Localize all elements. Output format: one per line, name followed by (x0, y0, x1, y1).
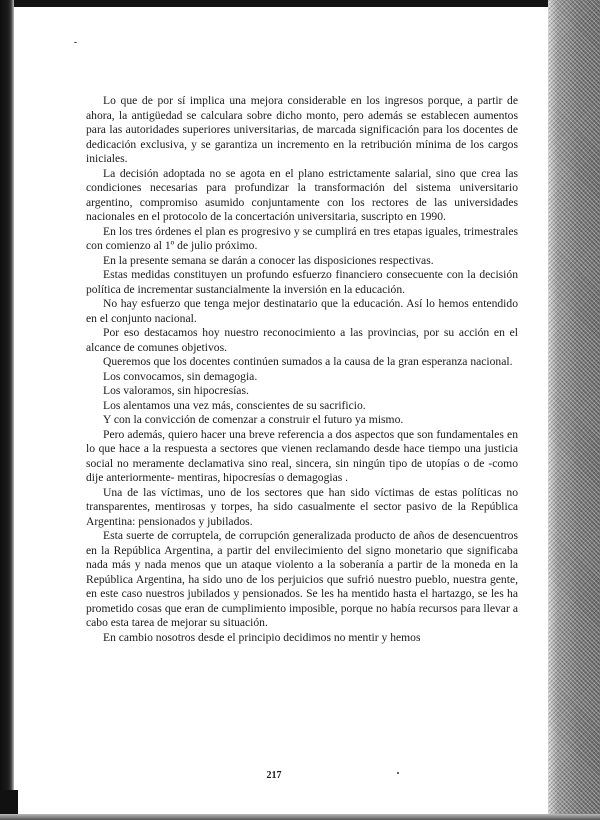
paragraph: Los alentamos una vez más, conscientes de su sacrificio. (103, 398, 366, 412)
page-number: 217 (266, 770, 282, 781)
scan-border-right (548, 0, 600, 820)
page-body (86, 94, 518, 645)
paragraph: Queremos que los docentes continúen sumados a la causa de la gran esperanza nacional. (103, 355, 513, 368)
paragraph: En los tres órdenes el plan es progresivo y se cumplirá en tres etapas iguales, trimestrales con comienzo al 1º de julio próximo. (86, 224, 518, 252)
scan-border-bottom (0, 814, 600, 820)
paragraph: Y con la convicción de comenzar a construir el futuro ya mismo. (103, 413, 404, 426)
scan-border-top (0, 0, 600, 7)
scan-speck (74, 42, 77, 43)
paragraph: No hay esfuerzo que tenga mejor destinatario que la educación. Así lo hemos entendido en el conjunto nacional. (86, 297, 518, 325)
paragraph: Por eso destacamos hoy nuestro reconocimiento a las provincias, por su acción en el alcance de comunes objetivos. (86, 326, 518, 354)
paragraph: Lo que de por sí implica una mejora considerable en los ingresos porque, a partir de ahora, la antigüedad se calculara sobre dicho monto, pero además se establecen aumentos para las autoridades superiores universitarias, de marcada significación para los docentes de dedicación exclusiva, y se garantiza un incremento en la retribución mínima de los cargos iniciales. (86, 94, 518, 165)
paragraph: Esta suerte de corruptela, de corrupción generalizada producto de años de desencuentros en la República Argentina, a partir del envilecimiento del signo monetario que significaba nada más y nada menos que un ataque violento a la soberanía a partir de la moneda en la República Argentina, ha sido uno de los perjuicios que sufrió nuestro pueblo, nuestra gente, en este caso nuestros jubilados y pensionados. Se les ha mentido hasta el hartazgo, se les ha prometido cosas que eran de cumplimiento imposible, porque no había recursos para llevar a cabo esta tarea de mejorar su situación. (86, 529, 518, 629)
paragraph: Pero además, quiero hacer una breve referencia a dos aspectos que son fundamentales en lo que hace a la respuesta a sectores que vienen reclamando desde hace tiempo una justicia social no meramente declamativa sino real, sincera, sin ningún tipo de utopías o de -como dije anteriormente- mentiras, hipocresías o demagogias . (86, 427, 518, 484)
paragraph: La decisión adoptada no se agota en el plano estrictamente salarial, sino que crea las condiciones necesarias para profundizar la transformación del sistema universitario argentino, compromiso asumido conjuntamente con los rectores de las universidades nacionales en el protocolo de la concertación universitaria, suscripto en 1990. (86, 166, 518, 223)
paragraph: Los convocamos, sin demagogia. (103, 369, 258, 383)
paragraph: Los valoramos, sin hipocresías. (103, 384, 249, 397)
scan-border-left (0, 0, 14, 820)
paragraph: En cambio nosotros desde el principio decidimos no mentir y hemos (103, 630, 421, 644)
paragraph: Una de las víctimas, uno de los sectores que han sido víctimas de estas políticas no transparentes, mentirosas y torpes, ha sido casualmente el sector pasivo de la República Argentina: pensionados y jubilados. (86, 485, 518, 528)
paragraph: En la presente semana se darán a conocer las disposiciones respectivas. (103, 253, 434, 267)
paragraph: Estas medidas constituyen un profundo esfuerzo financiero consecuente con la decisión política de incrementar sustancialmente la inversión en la educación. (86, 268, 518, 296)
